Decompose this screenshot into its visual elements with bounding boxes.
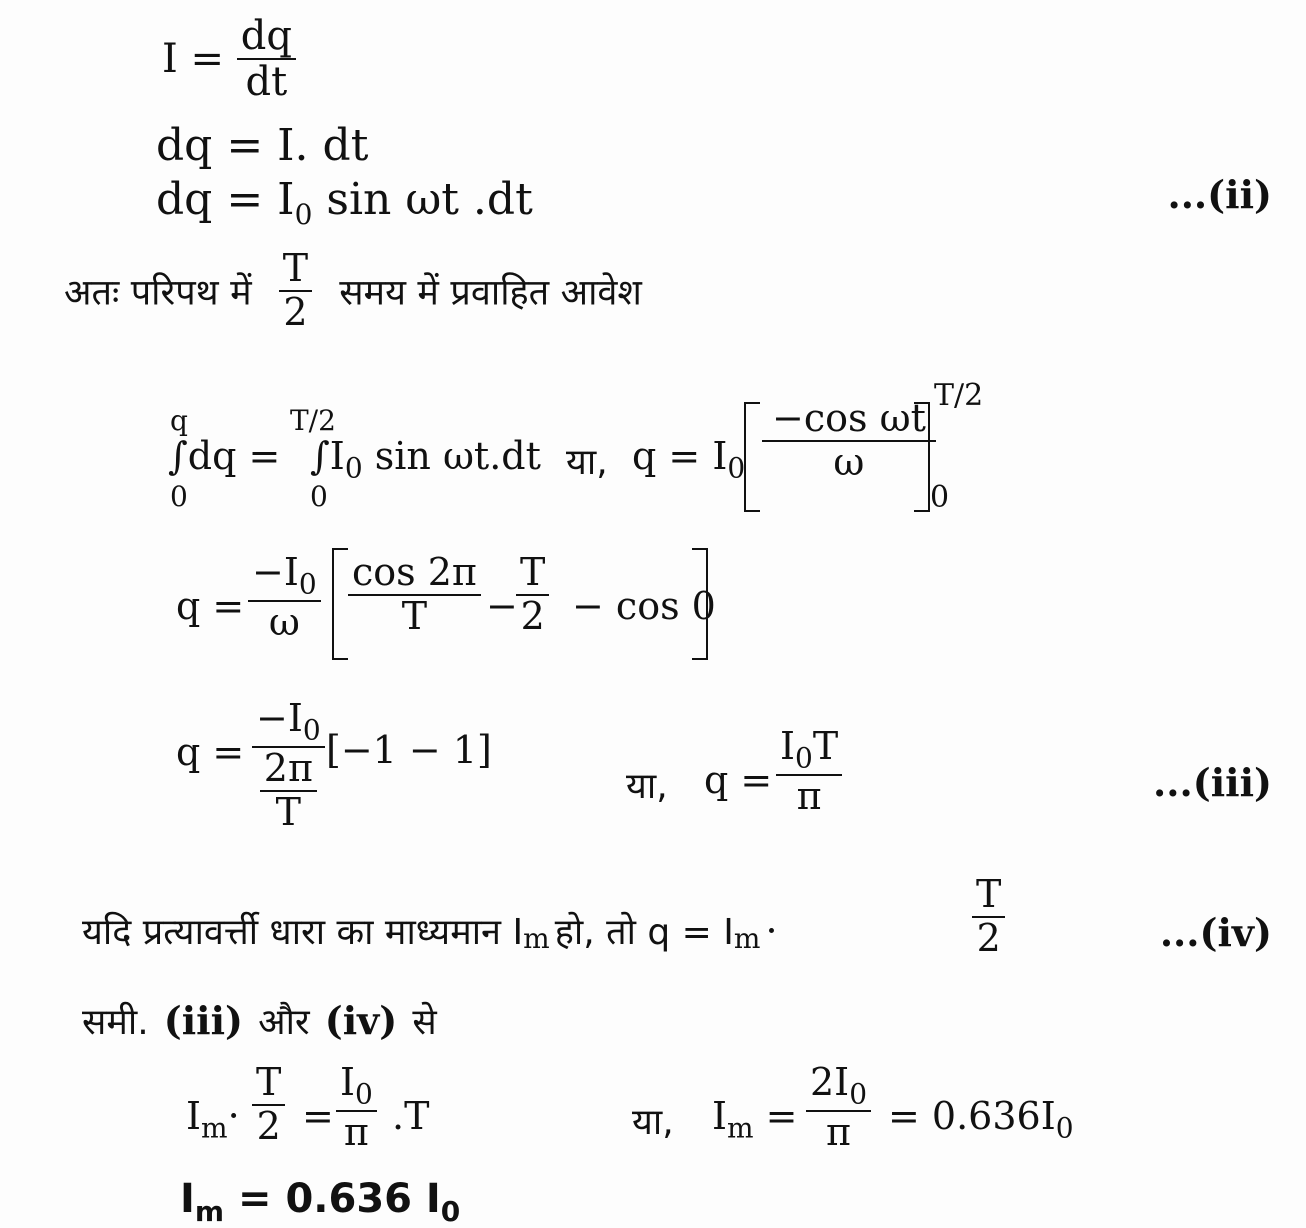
int-rhs-text: ∫I — [310, 434, 345, 478]
int-q-text: q = I — [632, 434, 728, 478]
int-lower2: 0 — [310, 480, 328, 513]
int-lower1: 0 — [170, 480, 188, 513]
line7-frac-inner — [972, 874, 1005, 960]
line7-mid: हो, तो q = I — [554, 912, 734, 953]
int-left-bracket — [744, 402, 760, 512]
eq9-frac1 — [252, 1062, 285, 1148]
int-lower: 0 — [930, 480, 950, 515]
eq9-or: या, — [632, 1102, 674, 1143]
eq2: dq = I. dt — [156, 120, 369, 171]
eq1-frac — [237, 14, 296, 104]
line4 — [64, 248, 642, 334]
int-q — [632, 434, 745, 485]
eq6-den-num: 2π — [260, 748, 317, 792]
eq5-frac — [248, 552, 321, 644]
eq9-den1: 2 — [256, 1103, 281, 1148]
eq10-text: I — [180, 1176, 195, 1222]
eq5-inner-num: cos 2π — [348, 552, 481, 596]
eq5-inner-den: T — [401, 593, 428, 638]
eq3-sub: 0 — [294, 197, 313, 231]
int-frac — [762, 398, 936, 484]
eq10 — [180, 1176, 460, 1228]
eq9-rtail — [888, 1094, 1074, 1145]
eq5-num — [248, 552, 321, 602]
eq9-r-num — [806, 1062, 871, 1112]
line4-den: 2 — [283, 289, 308, 334]
eq10-sub2: 0 — [440, 1195, 461, 1228]
line7-num: T — [972, 874, 1005, 918]
line7 — [82, 906, 778, 955]
eq5-inner-frac — [348, 552, 481, 638]
eq6-rhs-frac — [776, 726, 842, 818]
eq6-or: या, — [626, 766, 668, 807]
eq9-r-sub: m — [727, 1111, 754, 1145]
eq6-rhs-num-text: I — [780, 724, 796, 768]
eq5-num-text: −I — [252, 550, 299, 594]
eq6-den-frac — [260, 748, 317, 834]
line7-dot: · — [765, 909, 778, 953]
eq5-tail: − cos 0 — [572, 584, 716, 628]
line7-pre: यदि प्रत्यावर्त्ती धारा का माध्यमान I — [82, 912, 524, 953]
line7-tag: ...(iv) — [1159, 910, 1272, 955]
line8-b: (iii) — [163, 998, 243, 1043]
eq6-rhs-den: π — [796, 774, 822, 819]
eq6-num-text: −I — [256, 696, 303, 740]
eq3-tag: ...(ii) — [1167, 172, 1272, 217]
int-q-sub: 0 — [727, 451, 746, 485]
int-or: या, — [566, 442, 608, 483]
eq6-rhs-num — [776, 726, 842, 776]
eq3 — [156, 174, 533, 231]
line4-num: T — [279, 248, 312, 292]
eq6-bracket: [−1 − 1] — [326, 728, 492, 772]
eq5-right-bracket — [692, 548, 708, 660]
eq3-text: dq = I — [156, 174, 295, 225]
eq10-rest: = 0.636 I — [238, 1176, 441, 1222]
int-upper1: q — [170, 404, 188, 437]
line8-d: (iv) — [324, 998, 398, 1043]
line8-a: समी. — [82, 1002, 149, 1043]
line8-c: और — [258, 1002, 310, 1043]
eq6-num — [252, 698, 325, 748]
int-rhs — [310, 434, 541, 485]
eq6-rhs-sub: 0 — [795, 741, 813, 775]
int-rhs-rest: sin ωt.dt — [374, 434, 541, 478]
int-upper2: T/2 — [290, 404, 336, 437]
eq6-frac-inner — [252, 698, 325, 834]
line4-pre: अतः परिपथ में — [64, 272, 252, 314]
line7-den: 2 — [976, 915, 1001, 960]
eq9-dot: · — [227, 1094, 240, 1138]
line7-sub: m — [523, 922, 550, 956]
line8 — [82, 996, 437, 1045]
eq9-num2 — [336, 1062, 377, 1112]
line7-frac — [972, 874, 1005, 960]
eq1 — [162, 14, 296, 104]
eq9-r-tail: = 0.636I — [888, 1094, 1056, 1138]
eq6-num-sub: 0 — [302, 713, 321, 747]
eq10-sub: m — [194, 1195, 225, 1228]
eq5-frac-inner — [248, 552, 321, 644]
int-frac-inner — [762, 398, 936, 484]
int-num: −cos ωt — [762, 398, 936, 442]
eq6-tag: ...(iii) — [1153, 760, 1272, 805]
eq6-rhs-lhs: q = — [704, 758, 773, 802]
line4-post: समय में प्रवाहित आवेश — [339, 272, 642, 314]
line4-frac — [279, 248, 312, 334]
eq5-t-den: 2 — [520, 593, 545, 638]
eq9-lhs-text: I — [186, 1094, 202, 1138]
eq9-r-den: π — [826, 1110, 851, 1155]
eq5-inner-frac-inner — [348, 552, 481, 638]
eq5-t-frac-inner — [516, 552, 549, 638]
eq9-num1: T — [252, 1062, 285, 1106]
eq6-frac — [252, 698, 325, 834]
eq9-tail: .T — [392, 1094, 430, 1138]
eq3-rest: sin ωt .dt — [326, 174, 533, 225]
eq9-rlhs — [712, 1094, 798, 1145]
eq5-den: ω — [268, 600, 300, 645]
eq9-lhs — [186, 1094, 240, 1145]
eq9-frac1-inner — [252, 1062, 285, 1148]
int-den: ω — [833, 439, 865, 484]
eq5-t-num: T — [516, 552, 549, 596]
eq6-rhs-frac-inner — [776, 726, 842, 818]
eq6-den-den: T — [275, 790, 302, 835]
eq5-t-frac — [516, 552, 549, 638]
eq9-frac2-inner — [336, 1062, 377, 1154]
eq5-minus: − — [486, 584, 518, 628]
line7-sub2: m — [733, 922, 761, 956]
eq5-num-sub: 0 — [298, 567, 317, 601]
eq1-num: dq — [237, 14, 296, 60]
eq9-rfrac-inner — [806, 1062, 871, 1154]
eq9-num2-text: I — [340, 1060, 356, 1104]
eq9-r-eq: = — [765, 1094, 798, 1138]
eq6-lhs: q = — [176, 730, 245, 774]
eq9-den2: π — [343, 1110, 369, 1155]
eq9-r-sub3: 0 — [1055, 1111, 1074, 1145]
eq9-sub2: 0 — [355, 1077, 373, 1111]
eq9-r-sub2: 0 — [849, 1077, 868, 1111]
eq6-den — [256, 748, 321, 834]
eq9-frac2 — [336, 1062, 377, 1154]
eq9-rfrac — [806, 1062, 871, 1154]
int-lhs: ∫dq = — [168, 434, 281, 478]
eq5-left-bracket — [332, 548, 348, 660]
eq9-eq: = — [302, 1094, 334, 1138]
eq6-rhs-num2: T — [812, 724, 839, 768]
int-rhs-sub: 0 — [344, 451, 363, 485]
eq9-r-num-text: 2I — [810, 1060, 850, 1104]
int-right-bracket — [914, 402, 930, 512]
eq9-rlhs-text: I — [712, 1094, 728, 1138]
int-upper: T/2 — [934, 378, 984, 413]
eq9-sub: m — [201, 1111, 228, 1145]
eq1-lhs: I = — [162, 36, 225, 82]
line8-e: से — [412, 1002, 437, 1043]
eq5-lhs: q = — [176, 584, 245, 628]
eq1-den: dt — [245, 59, 288, 105]
